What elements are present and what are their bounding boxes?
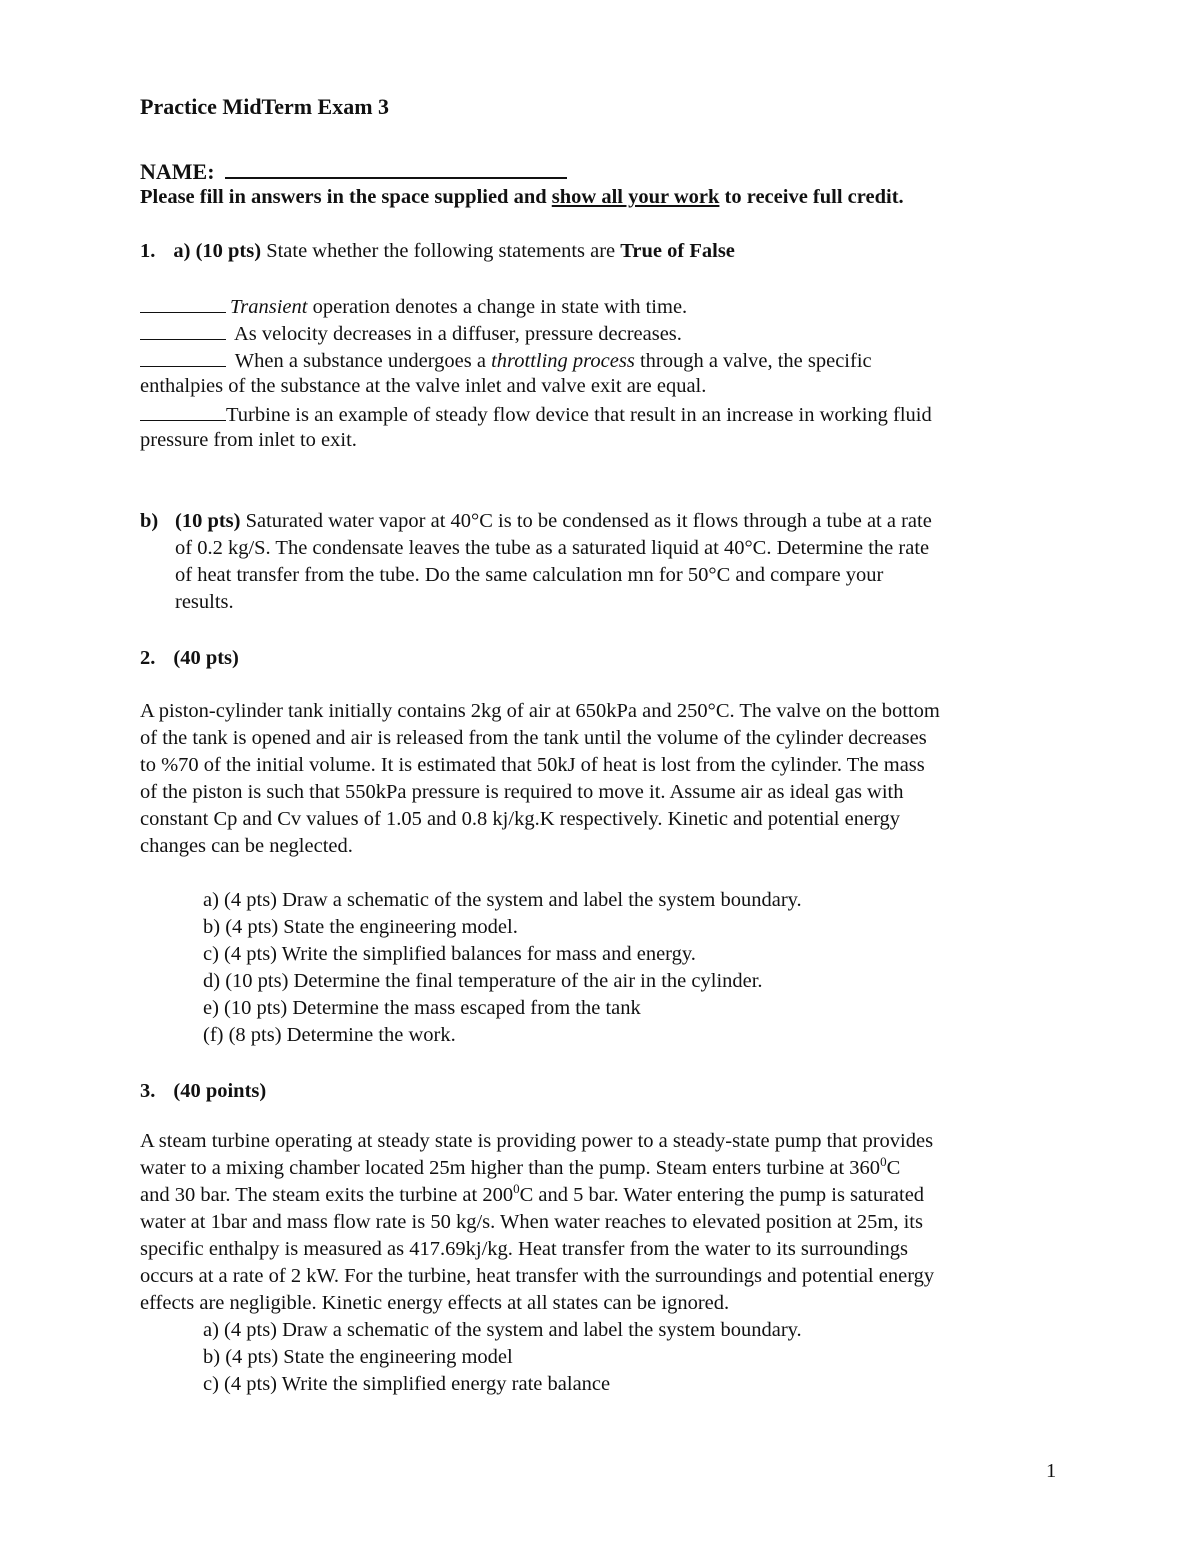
question-3-part-b: b) (4 pts) State the engineering model: [203, 1346, 513, 1368]
answer-blank-4[interactable]: [140, 400, 226, 421]
name-blank-line[interactable]: [225, 157, 567, 179]
instructions: Please fill in answers in the space supplied and show all your work to receive full credit.: [140, 186, 904, 208]
question-2-body: [140, 698, 940, 860]
name-label: NAME:: [140, 159, 215, 184]
question-1-number: 1.: [140, 240, 156, 262]
statement-4-continued: pressure from inlet to exit.: [140, 429, 357, 451]
page-title: Practice MidTerm Exam 3: [140, 94, 390, 119]
question-2-part-d: d) (10 pts) Determine the final temperature of the air in the cylinder.: [203, 970, 763, 992]
question-1b-line-2: of 0.2 kg/S. The condensate leaves the tube as a saturated liquid at 40°C. Determine the rate: [175, 537, 930, 559]
question-3-part-a: a) (4 pts) Draw a schematic of the system and label the system boundary.: [203, 1319, 802, 1341]
question-2-parts: [203, 887, 802, 1049]
statement-2: As velocity decreases in a diffuser, pressure decreases.: [140, 319, 682, 348]
question-3-part-c: c) (4 pts) Write the simplified energy rate balance: [203, 1373, 611, 1395]
question-2-part-e: e) (10 pts) Determine the mass escaped from the tank: [203, 997, 641, 1019]
instructions-emphasis: show all your work: [551, 186, 720, 208]
question-3-line: water at 1bar and mass flow rate is 50 kg/s. When water reaches to elevated position at 25m, its: [140, 1211, 923, 1233]
question-1b-line-4: results.: [175, 591, 234, 613]
question-1a-header: 1. a) (10 pts) State whether the following statements are True of False: [140, 240, 735, 262]
question-2-line: changes can be neglected.: [140, 835, 353, 857]
answer-blank-1[interactable]: [140, 292, 226, 313]
question-3-line: A steam turbine operating at steady state is providing power to a steady-state pump that provides: [140, 1130, 934, 1152]
question-2-line: to %70 of the initial volume. It is estimated that 50kJ of heat is lost from the cylinder. The mass: [140, 754, 925, 776]
question-1b-line-1: (10 pts) Saturated water vapor at 40°C is to be condensed as it flows through a tube at a rate: [175, 510, 932, 532]
question-3-header: 3. (40 points): [140, 1080, 267, 1102]
question-3-line: and 30 bar. The steam exits the turbine at $200^0C$ and 5 bar. Water entering the pump is saturated: [140, 1181, 925, 1206]
question-2-part-a: a) (4 pts) Draw a schematic of the system and label the system boundary.: [203, 889, 802, 911]
question-2-header: 2. (40 pts): [140, 647, 239, 669]
answer-blank-3[interactable]: [140, 346, 226, 367]
question-2-line: constant Cp and Cv values of 1.05 and 0.8 kj/kg.K respectively. Kinetic and potential energy: [140, 808, 901, 830]
question-2-part-f: (f) (8 pts) Determine the work.: [203, 1024, 456, 1046]
statement-3: When a substance undergoes a throttling process through a valve, the specific: [140, 346, 872, 375]
question-2-number: 2.: [140, 647, 156, 669]
question-3-line: effects are negligible. Kinetic energy effects at all states can be ignored.: [140, 1292, 730, 1314]
question-3-number: 3.: [140, 1080, 156, 1102]
question-3-line: specific enthalpy is measured as 417.69kj/kg. Heat transfer from the water to its surroundings: [140, 1238, 908, 1260]
question-1b-label: b): [140, 510, 159, 532]
question-3-line: occurs at a rate of 2 kW. For the turbine, heat transfer with the surroundings and potential energy: [140, 1265, 935, 1287]
question-2-part-c: c) (4 pts) Write the simplified balances for mass and energy.: [203, 943, 696, 965]
question-2-line: of the tank is opened and air is released from the tank until the volume of the cylinder decreases: [140, 727, 927, 749]
statement-3-continued: enthalpies of the substance at the valve inlet and valve exit are equal.: [140, 375, 707, 397]
question-2-line: of the piston is such that 550kPa pressure is required to move it. Assume air as ideal gas with: [140, 781, 904, 803]
name-field: [140, 157, 567, 185]
question-1b-line-3: of heat transfer from the tube. Do the same calculation mn for 50°C and compare your: [175, 564, 884, 586]
statement-4: Turbine is an example of steady flow device that result in an increase in working fluid: [140, 400, 932, 429]
question-3-line: water to a mixing chamber located 25m higher than the pump. Steam enters turbine at $360^0C$: [140, 1154, 901, 1179]
page-number: 1: [1046, 1460, 1057, 1482]
question-2-line: A piston-cylinder tank initially contains 2kg of air at 650kPa and 250°C. The valve on the bottom: [140, 700, 940, 722]
statement-1: Transient operation denotes a change in state with time.: [140, 292, 687, 321]
question-2-part-b: b) (4 pts) State the engineering model.: [203, 916, 518, 938]
question-3-body: [140, 1128, 934, 1317]
question-3-parts: [203, 1317, 802, 1398]
answer-blank-2[interactable]: [140, 319, 226, 340]
